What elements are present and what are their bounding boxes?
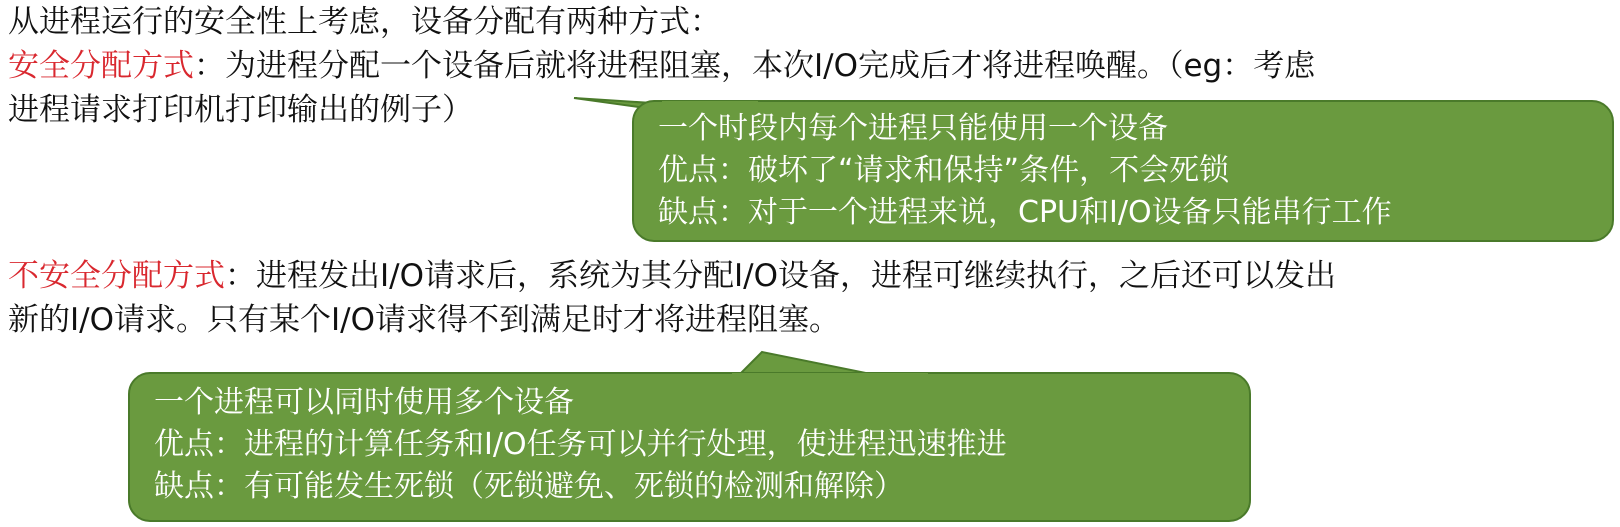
unsafe-desc-2: 新的I/O请求。只有某个I/O请求得不到满足时才将进程阻塞。 <box>8 302 840 338</box>
safe-desc-1: ：为进程分配一个设备后就将进程阻塞，本次I/O完成后才将进程唤醒。（eg：考虑 <box>194 48 1316 84</box>
safe-desc-2: 进程请求打印机打印输出的例子） <box>8 92 473 128</box>
unsafe-term: 不安全分配方式 <box>8 258 225 294</box>
unsafe-line-1 <box>8 256 1336 296</box>
unsafe-callout-line-3: 缺点：有可能发生死锁（死锁避免、死锁的检测和解除） <box>154 469 904 504</box>
safe-callout <box>632 100 1614 242</box>
unsafe-desc-1: ：进程发出I/O请求后，系统为其分配I/O设备，进程可继续执行，之后还可以发出 <box>225 258 1336 294</box>
safe-line-1 <box>8 46 1315 86</box>
unsafe-callout <box>128 372 1251 522</box>
unsafe-callout-line-2: 优点：进程的计算任务和I/O任务可以并行处理，使进程迅速推进 <box>154 427 1007 462</box>
unsafe-callout-line-1: 一个进程可以同时使用多个设备 <box>154 385 574 420</box>
safe-callout-line-2: 优点：破坏了“请求和保持”条件，不会死锁 <box>658 153 1230 188</box>
safe-term: 安全分配方式 <box>8 48 194 84</box>
intro-text: 从进程运行的安全性上考虑，设备分配有两种方式： <box>8 4 721 40</box>
safe-callout-line-3: 缺点：对于一个进程来说，CPU和I/O设备只能串行工作 <box>658 195 1392 230</box>
safe-callout-line-1: 一个时段内每个进程只能使用一个设备 <box>658 111 1168 146</box>
